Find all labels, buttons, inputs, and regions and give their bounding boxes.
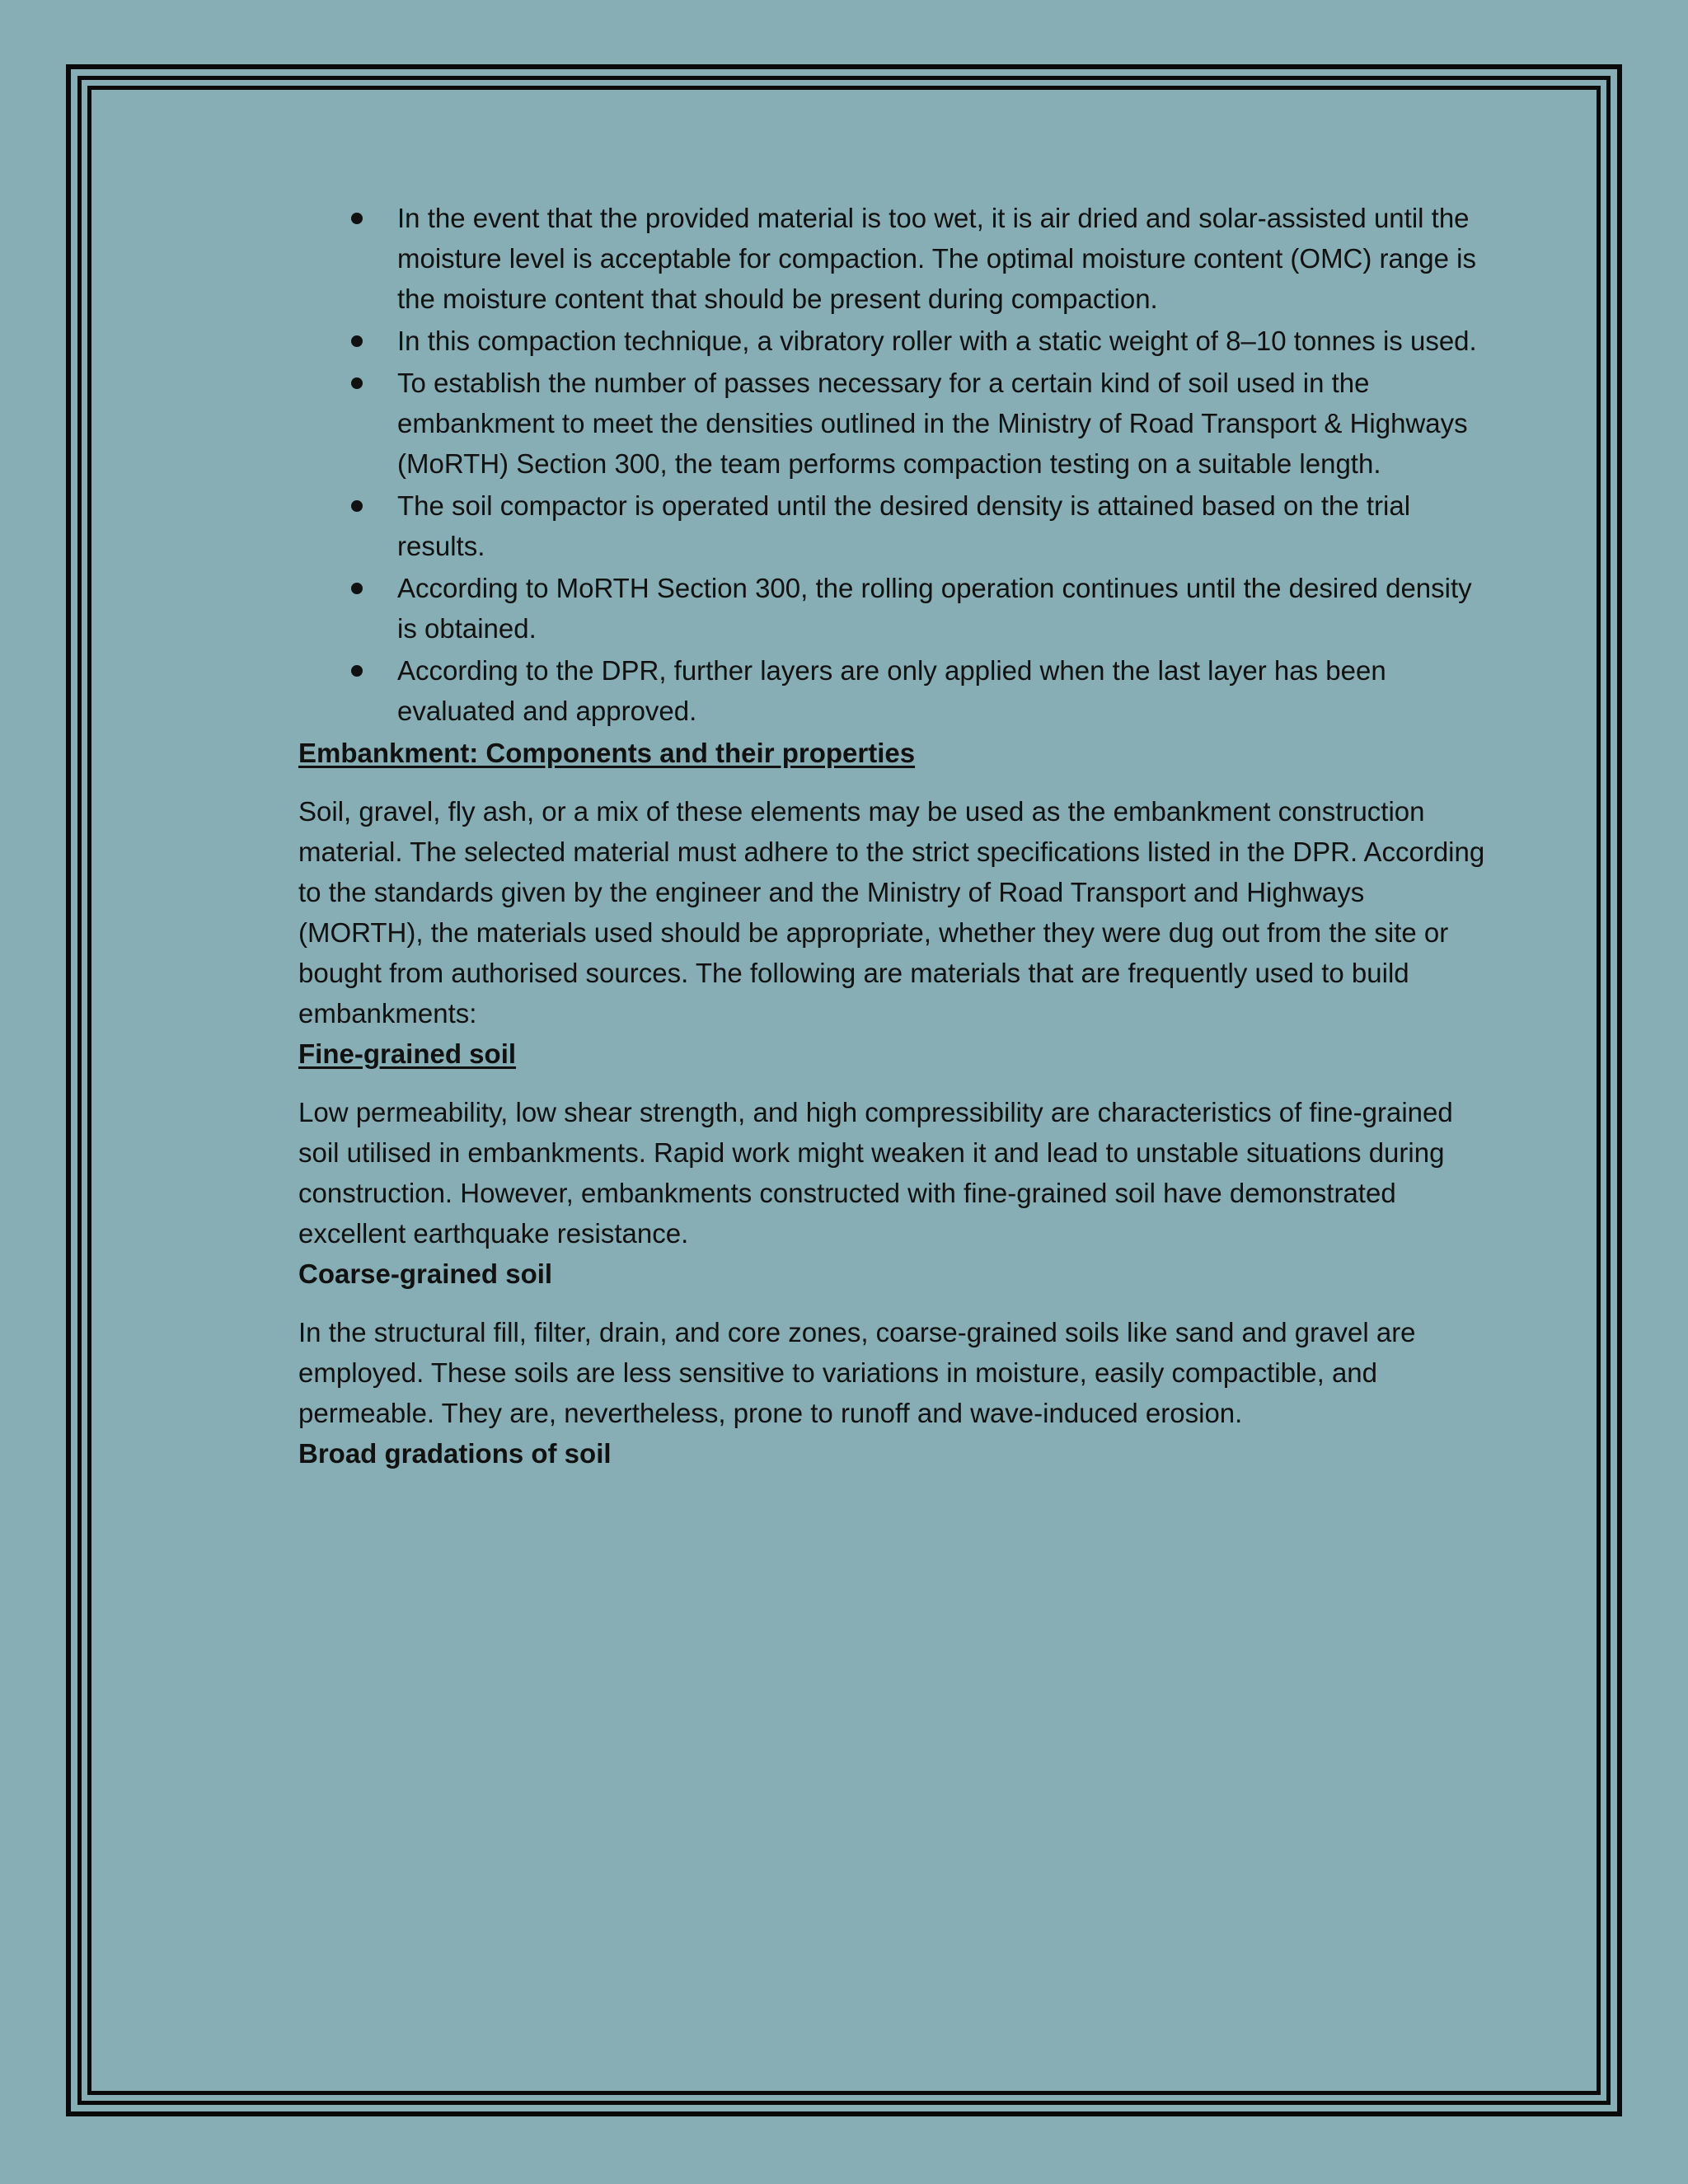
bullet-icon	[351, 335, 363, 347]
list-item-text: To establish the number of passes necessary for a certain kind of soil used in the embankment to meet the densities outlined in the Ministry of Road Transport & Highways (MoRTH) Section 300, the team performs compaction testing on a suitable length.	[397, 368, 1468, 479]
list-item-text: According to the DPR, further layers are only applied when the last layer has been evaluated and approved.	[397, 655, 1386, 726]
bullet-icon	[351, 213, 363, 224]
fine-grained-paragraph: Low permeability, low shear strength, and high compressibility are characteristics of fine-grained soil utilised in embankments. Rapid work might weaken it and lead to unstable situations during construction. However, embankments constructed with fine-grained soil have demonstrated excellent earthquake resistance.	[298, 1097, 1453, 1249]
bullet-icon	[351, 377, 363, 389]
list-item	[298, 568, 1485, 649]
list-item-text: The soil compactor is operated until the desired density is attained based on the trial results.	[397, 490, 1411, 561]
list-item	[298, 321, 1485, 361]
broad-gradations-heading: Broad gradations of soil	[298, 1438, 612, 1469]
document-content	[298, 198, 1485, 1474]
list-item-text: In this compaction technique, a vibratory roller with a static weight of 8–10 tonnes is used.	[397, 326, 1477, 356]
bullet-icon	[351, 583, 363, 594]
list-item	[298, 485, 1485, 566]
list-item-text: According to MoRTH Section 300, the rolling operation continues until the desired density is obtained.	[397, 573, 1472, 644]
compaction-bullet-list	[298, 198, 1485, 731]
bullet-icon	[351, 500, 363, 512]
embankment-paragraph: Soil, gravel, fly ash, or a mix of these elements may be used as the embankment construction material. The selected material must adhere to the strict specifications listed in the DPR. According to the standards given by the engineer and the Ministry of Road Transport and Highways (MORTH), the materials used should be appropriate, whether they were dug out from the site or bought from authorised sources. The following are materials that are frequently used to build embankments:	[298, 796, 1485, 1029]
bullet-icon	[351, 665, 363, 677]
coarse-grained-heading: Coarse-grained soil	[298, 1258, 553, 1289]
list-item	[298, 363, 1485, 484]
fine-grained-heading: Fine-grained soil	[298, 1038, 517, 1069]
list-item	[298, 198, 1485, 319]
list-item	[298, 650, 1485, 731]
embankment-heading: Embankment: Components and their properties	[298, 738, 916, 768]
list-item-text: In the event that the provided material is too wet, it is air dried and solar-assisted until the moisture level is acceptable for compaction. The optimal moisture content (OMC) range is the moisture content that should be present during compaction.	[397, 203, 1476, 314]
coarse-grained-paragraph: In the structural fill, filter, drain, and core zones, coarse-grained soils like sand and gravel are employed. These soils are less sensitive to variations in moisture, easily compactible, and permeable. They are, nevertheless, prone to runoff and wave-induced erosion.	[298, 1317, 1416, 1428]
